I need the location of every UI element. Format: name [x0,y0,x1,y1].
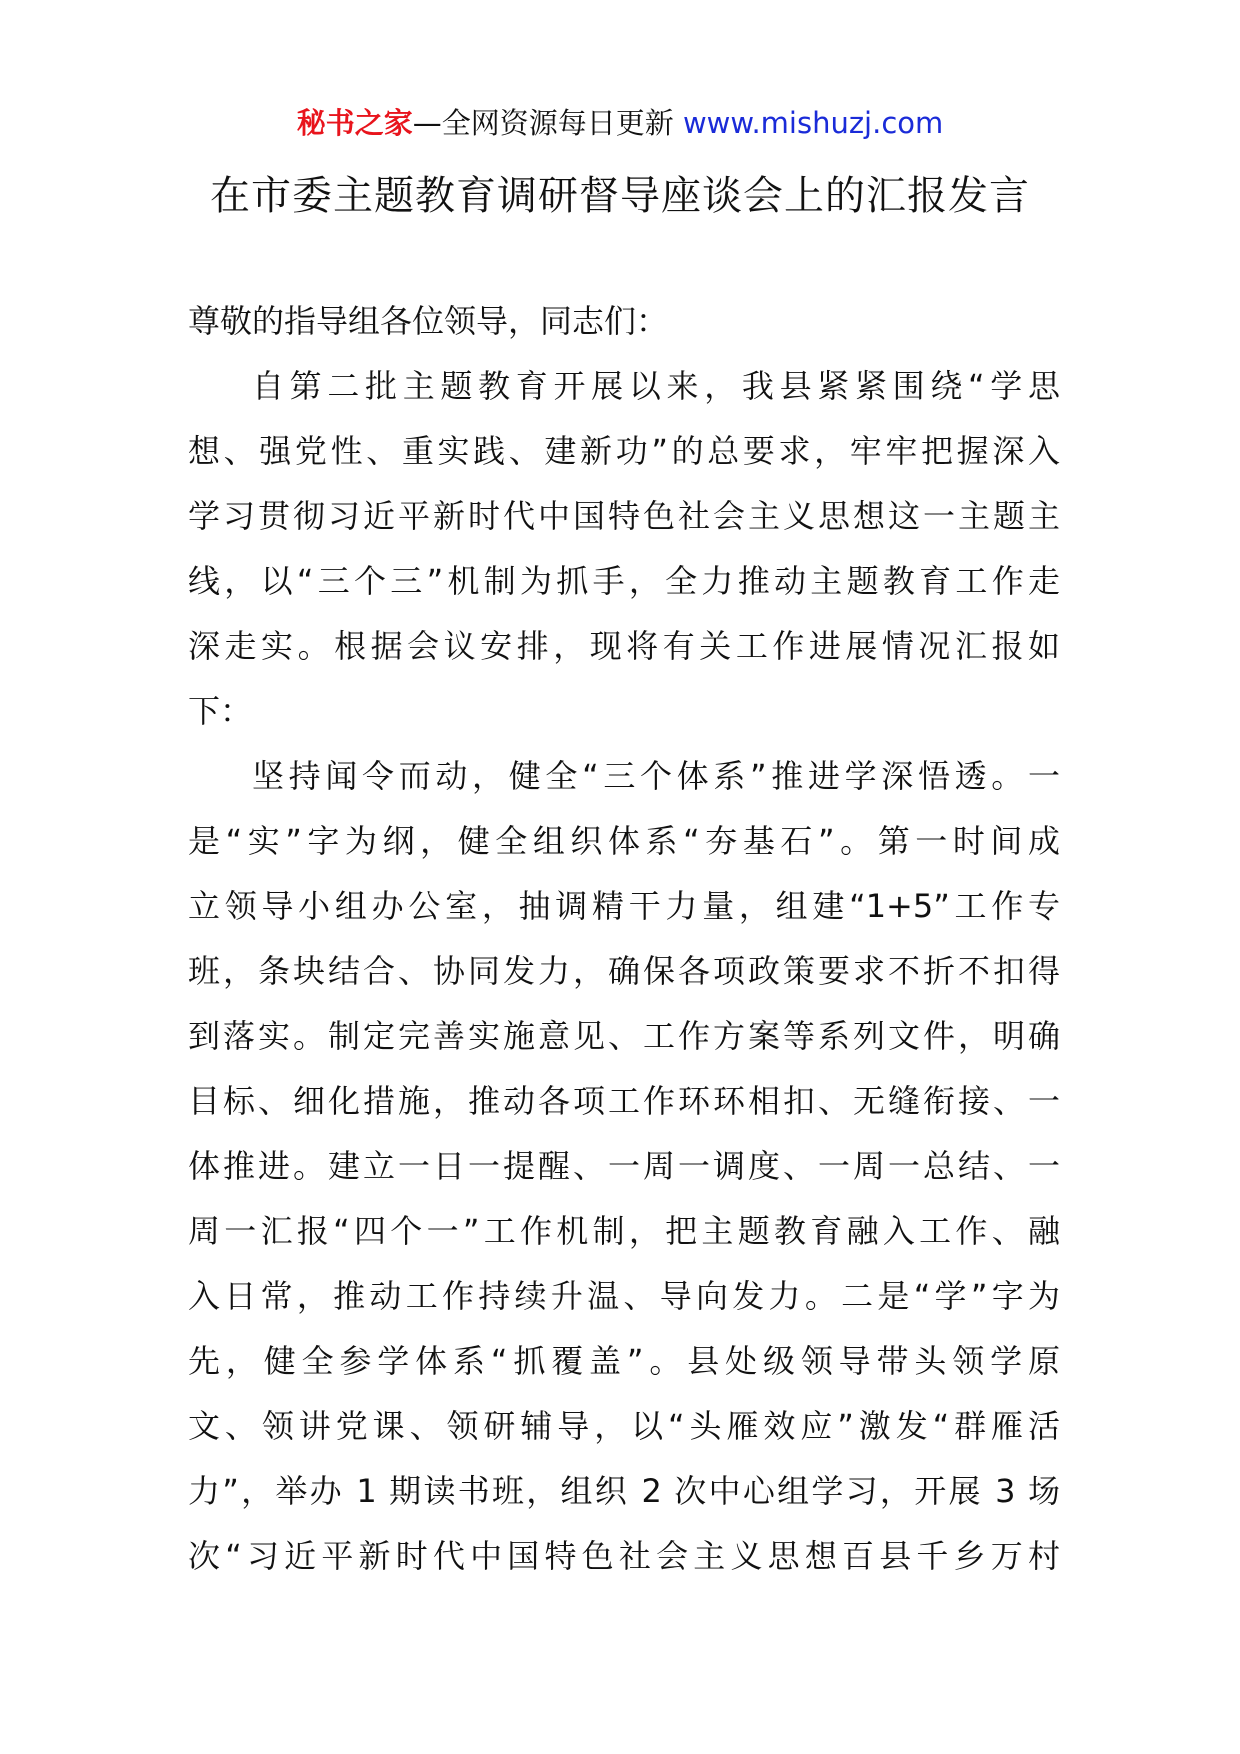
body-line: 自第二批主题教育开展以来，我县紧紧围绕“学思 [252,367,1060,405]
body-line: 周一汇报“四个一”工作机制，把主题教育融入工作、融 [188,1212,1060,1250]
body-line: 力”，举办 1 期读书班，组织 2 次中心组学习，开展 3 场 [188,1472,1060,1510]
site-header [0,103,1240,143]
body-line: 立领导小组办公室，抽调精干力量，组建“1+5”工作专 [188,887,1060,925]
body-line: 文、领讲党课、领研辅导，以“头雁效应”激发“群雁活 [188,1407,1060,1445]
document-body [188,289,1060,1589]
body-line: 下： [188,692,253,730]
body-line: 深走实。根据会议安排，现将有关工作进展情况汇报如 [188,627,1060,665]
body-line: 学习贯彻习近平新时代中国特色社会主义思想这一主题主 [188,497,1060,535]
body-line: 线，以“三个三”机制为抓手，全力推动主题教育工作走 [188,562,1060,600]
body-line: 目标、细化措施，推动各项工作环环相扣、无缝衔接、一 [188,1082,1060,1120]
body-line: 先，健全参学体系“抓覆盖”。县处级领导带头领学原 [188,1342,1060,1380]
body-line: 是“实”字为纲，健全组织体系“夯基石”。第一时间成 [188,822,1060,860]
site-url-link[interactable]: www.mishuzj.com [682,106,944,140]
document-title: 在市委主题教育调研督导座谈会上的汇报发言 [210,173,1030,219]
body-line: 到落实。制定完善实施意见、工作方案等系列文件，明确 [188,1017,1060,1055]
body-line: 班，条块结合、协同发力，确保各项政策要求不折不扣得 [188,952,1060,990]
body-line: 次“习近平新时代中国特色社会主义思想百县千乡万村 [188,1537,1060,1575]
body-line: 入日常，推动工作持续升温、导向发力。二是“学”字为 [188,1277,1060,1315]
body-line: 体推进。建立一日一提醒、一周一调度、一周一总结、一 [188,1147,1060,1185]
site-tagline: —全网资源每日更新 [412,106,683,140]
site-name: 秘书之家 [296,106,413,140]
salutation: 尊敬的指导组各位领导，同志们： [188,302,669,340]
body-line: 想、强党性、重实践、建新功”的总要求，牢牢把握深入 [188,432,1060,470]
body-line: 坚持闻令而动，健全“三个体系”推进学深悟透。一 [252,757,1060,795]
